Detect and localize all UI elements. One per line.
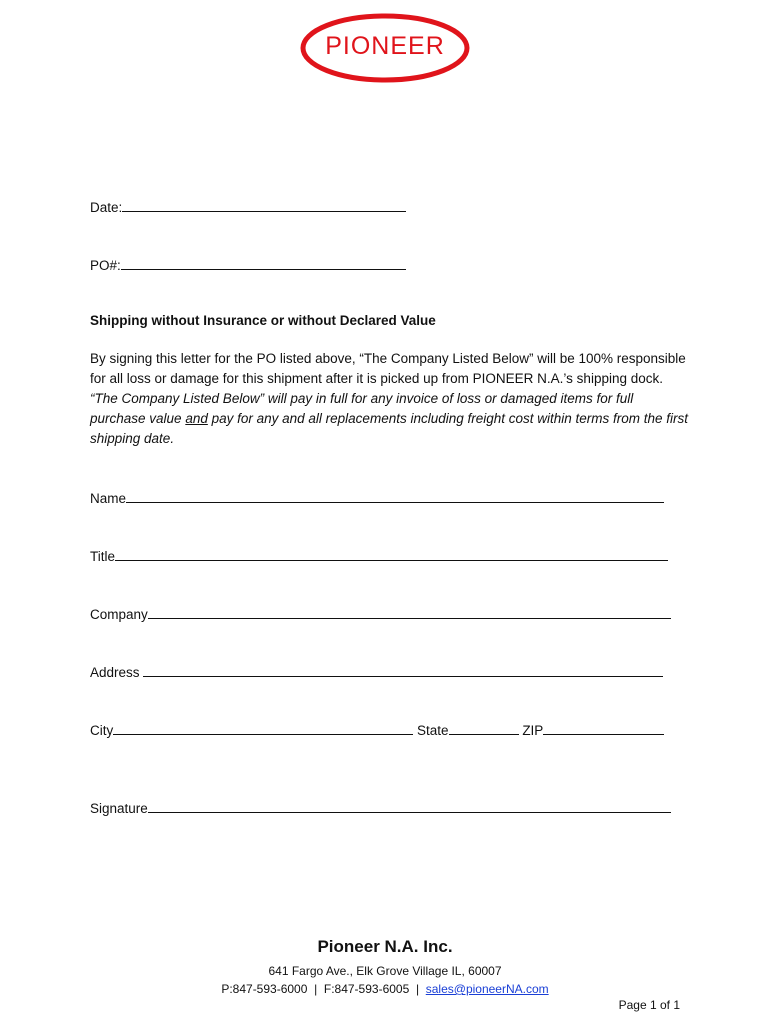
date-label: Date: <box>90 200 123 215</box>
signature-field[interactable] <box>90 799 671 817</box>
footer-fax: F:847-593-6005 <box>323 982 410 996</box>
body-text-1: By signing this letter for the PO listed above, “The Company Listed Below” will be 100% responsible for all loss or damage for this shipment after it is picked up from PIONEER N.A.’s shipping dock. <box>90 351 686 386</box>
body-paragraph <box>90 349 690 449</box>
footer-company-name: Pioneer N.A. Inc. <box>317 937 453 956</box>
company-label: Company <box>90 607 148 622</box>
state-label: State <box>417 723 449 738</box>
state-line[interactable] <box>449 721 519 735</box>
pioneer-logo <box>300 13 470 83</box>
name-line[interactable] <box>126 489 664 503</box>
footer-phone: P:847-593-6000 <box>221 982 308 996</box>
title-field[interactable] <box>90 547 668 565</box>
section-heading: Shipping without Insurance or without Declared Value <box>90 313 436 328</box>
body-underlined-and: and <box>185 411 208 426</box>
zip-label: ZIP <box>522 723 544 738</box>
po-field[interactable] <box>90 256 406 274</box>
date-field[interactable] <box>90 198 406 216</box>
title-line[interactable] <box>115 547 668 561</box>
address-field[interactable] <box>90 663 663 681</box>
signature-line[interactable] <box>148 799 671 813</box>
name-field[interactable] <box>90 489 664 507</box>
date-line[interactable] <box>122 198 406 212</box>
city-line[interactable] <box>113 721 413 735</box>
footer-separator-2: | <box>415 982 420 996</box>
signature-label: Signature <box>90 801 148 816</box>
po-label: PO#: <box>90 258 121 273</box>
body-italic-1: “The Company Listed Below” will pay in full for any invoice of loss or damaged items for full purchase value <box>90 391 634 426</box>
city-state-zip-row <box>90 721 664 739</box>
zip-line[interactable] <box>543 721 664 735</box>
name-label: Name <box>90 491 127 506</box>
address-line[interactable] <box>143 663 663 677</box>
page-number: Page 1 of 1 <box>618 998 680 1012</box>
body-italic-2: pay for any and all replacements including freight cost within terms from the first shipping date. <box>90 411 689 446</box>
footer-separator-1: | <box>314 982 318 996</box>
title-label: Title <box>90 549 116 564</box>
po-line[interactable] <box>121 256 406 270</box>
footer-contact <box>0 982 770 996</box>
logo-text: PIONEER <box>325 32 445 60</box>
footer-email-link[interactable]: sales@pioneerNA.com <box>425 982 549 996</box>
company-field[interactable] <box>90 605 671 623</box>
address-label: Address <box>90 665 140 680</box>
footer-address: 641 Fargo Ave., Elk Grove Village IL, 60007 <box>268 964 502 978</box>
company-line[interactable] <box>148 605 671 619</box>
city-label: City <box>90 723 114 738</box>
